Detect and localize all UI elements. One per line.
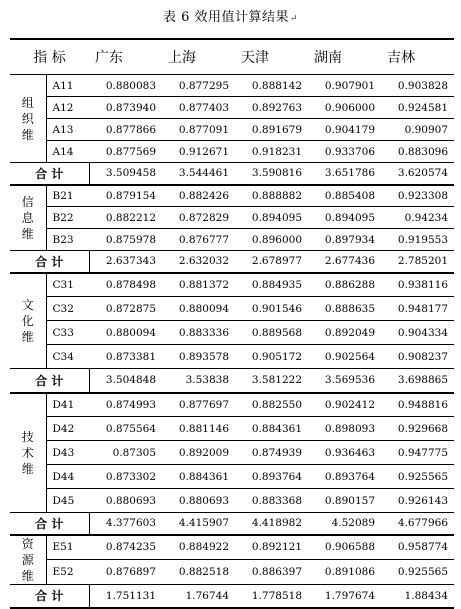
value-cell: 0.879154: [89, 185, 162, 207]
value-cell: 0.877569: [89, 141, 162, 163]
value-cell: 0.874939: [235, 441, 308, 465]
value-cell: 0.880693: [89, 489, 162, 513]
value-cell: 0.890157: [308, 489, 381, 513]
value-cell: 0.873381: [89, 345, 162, 369]
value-cell: 0.947775: [381, 441, 454, 465]
table-row: [10, 465, 454, 489]
total-label: 合 计: [10, 584, 89, 608]
value-cell: 0.880094: [89, 321, 162, 345]
value-cell: 0.873940: [89, 97, 162, 119]
table-row: [10, 229, 454, 251]
indicator-id-cell: B23: [46, 229, 89, 251]
header-col-guangdong: 广东: [89, 39, 162, 75]
total-value-cell: 3.53838: [162, 369, 235, 393]
indicator-id-cell: E51: [46, 535, 89, 560]
value-cell: 0.881146: [162, 417, 235, 441]
value-cell: 0.873302: [89, 465, 162, 489]
total-value-cell: 4.52089: [308, 513, 381, 535]
value-cell: 0.884922: [162, 535, 235, 560]
value-cell: 0.881372: [162, 273, 235, 297]
value-cell: 0.906588: [308, 535, 381, 560]
indicator-id-cell: D43: [46, 441, 89, 465]
table-body: [10, 39, 454, 608]
header-corner: 指 标: [10, 39, 89, 75]
value-cell: 0.889568: [235, 321, 308, 345]
value-cell: 0.882212: [89, 207, 162, 229]
value-cell: 0.880094: [162, 297, 235, 321]
group-label: [10, 185, 46, 251]
total-row: [10, 163, 454, 185]
value-cell: 0.883336: [162, 321, 235, 345]
value-cell: 0.880693: [162, 489, 235, 513]
table-row: [10, 75, 454, 97]
value-cell: 0.886288: [308, 273, 381, 297]
value-cell: 0.925565: [381, 559, 454, 584]
value-cell: 0.906000: [308, 97, 381, 119]
value-cell: 0.878498: [89, 273, 162, 297]
value-cell: 0.87305: [89, 441, 162, 465]
value-cell: 0.933706: [308, 141, 381, 163]
total-value-cell: 1.797674: [308, 584, 381, 608]
value-cell: 0.936463: [308, 441, 381, 465]
total-value-cell: 2.785201: [381, 251, 454, 273]
value-cell: 0.872875: [89, 297, 162, 321]
value-cell: 0.874993: [89, 393, 162, 417]
value-cell: 0.877403: [162, 97, 235, 119]
indicator-id-cell: D45: [46, 489, 89, 513]
value-cell: 0.90907: [381, 119, 454, 141]
indicator-id-cell: A12: [46, 97, 89, 119]
total-value-cell: 3.544461: [162, 163, 235, 185]
total-value-cell: 2.632032: [162, 251, 235, 273]
indicator-id-cell: B21: [46, 185, 89, 207]
value-cell: 0.924581: [381, 97, 454, 119]
value-cell: 0.888882: [235, 185, 308, 207]
paragraph-mark-icon: ↵: [290, 14, 299, 24]
indicator-id-cell: C32: [46, 297, 89, 321]
table-header-row: [10, 39, 454, 75]
value-cell: 0.902564: [308, 345, 381, 369]
value-cell: 0.880083: [89, 75, 162, 97]
value-cell: 0.912671: [162, 141, 235, 163]
total-value-cell: 2.678977: [235, 251, 308, 273]
total-label: 合 计: [10, 513, 89, 535]
value-cell: 0.948816: [381, 393, 454, 417]
table-row: [10, 273, 454, 297]
value-cell: 0.885408: [308, 185, 381, 207]
value-cell: 0.877697: [162, 393, 235, 417]
value-cell: 0.886397: [235, 559, 308, 584]
value-cell: 0.875978: [89, 229, 162, 251]
total-value-cell: 1.778518: [235, 584, 308, 608]
value-cell: 0.907901: [308, 75, 381, 97]
value-cell: 0.883368: [235, 489, 308, 513]
total-value-cell: 2.637343: [89, 251, 162, 273]
indicator-id-cell: D42: [46, 417, 89, 441]
value-cell: 0.904179: [308, 119, 381, 141]
indicator-id-cell: A11: [46, 75, 89, 97]
table-row: [10, 441, 454, 465]
value-cell: 0.905172: [235, 345, 308, 369]
value-cell: 0.892009: [162, 441, 235, 465]
table-row: [10, 321, 454, 345]
total-value-cell: 3.581222: [235, 369, 308, 393]
value-cell: 0.893764: [308, 465, 381, 489]
total-value-cell: 1.76744: [162, 584, 235, 608]
total-value-cell: 1.88434: [381, 584, 454, 608]
value-cell: 0.884361: [162, 465, 235, 489]
total-value-cell: 3.569536: [308, 369, 381, 393]
utility-results-table: [10, 38, 454, 609]
indicator-id-cell: A13: [46, 119, 89, 141]
value-cell: 0.948177: [381, 297, 454, 321]
group-label: [10, 535, 46, 585]
total-row: [10, 513, 454, 535]
total-value-cell: 4.415907: [162, 513, 235, 535]
value-cell: 0.877091: [162, 119, 235, 141]
total-label: 合 计: [10, 369, 89, 393]
value-cell: 0.903828: [381, 75, 454, 97]
value-cell: 0.896000: [235, 229, 308, 251]
total-label: 合 计: [10, 163, 89, 185]
group-label-text: 信息维: [21, 194, 34, 241]
value-cell: 0.902412: [308, 393, 381, 417]
value-cell: 0.891679: [235, 119, 308, 141]
total-value-cell: 1.751131: [89, 584, 162, 608]
value-cell: 0.876777: [162, 229, 235, 251]
value-cell: 0.926143: [381, 489, 454, 513]
value-cell: 0.892121: [235, 535, 308, 560]
table-title: [0, 6, 461, 25]
value-cell: 0.884361: [235, 417, 308, 441]
table-row: [10, 417, 454, 441]
total-value-cell: 3.651786: [308, 163, 381, 185]
value-cell: 0.882426: [162, 185, 235, 207]
table-row: [10, 393, 454, 417]
total-value-cell: 3.504848: [89, 369, 162, 393]
total-value-cell: 4.377603: [89, 513, 162, 535]
value-cell: 0.893578: [162, 345, 235, 369]
value-cell: 0.888142: [235, 75, 308, 97]
indicator-id-cell: B22: [46, 207, 89, 229]
table-row: [10, 97, 454, 119]
value-cell: 0.894095: [235, 207, 308, 229]
value-cell: 0.884935: [235, 273, 308, 297]
indicator-id-cell: A14: [46, 141, 89, 163]
value-cell: 0.874235: [89, 535, 162, 560]
table-row: [10, 141, 454, 163]
table-row: [10, 535, 454, 560]
value-cell: 0.877295: [162, 75, 235, 97]
value-cell: 0.872829: [162, 207, 235, 229]
total-value-cell: 3.620574: [381, 163, 454, 185]
total-value-cell: 3.509458: [89, 163, 162, 185]
group-label: [10, 393, 46, 513]
value-cell: 0.894095: [308, 207, 381, 229]
value-cell: 0.929668: [381, 417, 454, 441]
value-cell: 0.904334: [381, 321, 454, 345]
group-label-text: 资源维: [21, 536, 34, 583]
indicator-id-cell: C33: [46, 321, 89, 345]
indicator-id-cell: C34: [46, 345, 89, 369]
total-label: 合 计: [10, 251, 89, 273]
group-label-text: 组织维: [21, 95, 34, 142]
value-cell: 0.918231: [235, 141, 308, 163]
total-row: [10, 369, 454, 393]
total-row: [10, 584, 454, 608]
header-col-tianjin: 天津: [235, 39, 308, 75]
value-cell: 0.898093: [308, 417, 381, 441]
value-cell: 0.938116: [381, 273, 454, 297]
value-cell: 0.883096: [381, 141, 454, 163]
indicator-id-cell: E52: [46, 559, 89, 584]
group-label: [10, 273, 46, 369]
header-col-hunan: 湖南: [308, 39, 381, 75]
indicator-id-cell: D41: [46, 393, 89, 417]
group-label: [10, 75, 46, 163]
table-row: [10, 489, 454, 513]
total-value-cell: 2.677436: [308, 251, 381, 273]
table-title-text: 表 6 效用值计算结果: [162, 10, 289, 25]
total-value-cell: 4.677966: [381, 513, 454, 535]
total-row: [10, 251, 454, 273]
value-cell: 0.893764: [235, 465, 308, 489]
header-col-shanghai: 上海: [162, 39, 235, 75]
value-cell: 0.897934: [308, 229, 381, 251]
table-row: [10, 119, 454, 141]
value-cell: 0.919553: [381, 229, 454, 251]
total-value-cell: 3.590816: [235, 163, 308, 185]
indicator-id-cell: C31: [46, 273, 89, 297]
indicator-id-cell: D44: [46, 465, 89, 489]
group-label-text: 文化维: [21, 297, 34, 344]
value-cell: 0.958774: [381, 535, 454, 560]
value-cell: 0.882518: [162, 559, 235, 584]
table-row: [10, 185, 454, 207]
table-row: [10, 297, 454, 321]
value-cell: 0.888635: [308, 297, 381, 321]
total-value-cell: 3.698865: [381, 369, 454, 393]
value-cell: 0.892049: [308, 321, 381, 345]
value-cell: 0.876897: [89, 559, 162, 584]
value-cell: 0.877866: [89, 119, 162, 141]
group-label-text: 技术维: [21, 429, 34, 476]
value-cell: 0.882550: [235, 393, 308, 417]
table-row: [10, 207, 454, 229]
table-row: [10, 345, 454, 369]
value-cell: 0.923308: [381, 185, 454, 207]
total-value-cell: 4.418982: [235, 513, 308, 535]
value-cell: 0.925565: [381, 465, 454, 489]
value-cell: 0.94234: [381, 207, 454, 229]
table-row: [10, 559, 454, 584]
value-cell: 0.908237: [381, 345, 454, 369]
value-cell: 0.891086: [308, 559, 381, 584]
value-cell: 0.892763: [235, 97, 308, 119]
header-col-jilin: 吉林: [381, 39, 454, 75]
value-cell: 0.875564: [89, 417, 162, 441]
value-cell: 0.901546: [235, 297, 308, 321]
